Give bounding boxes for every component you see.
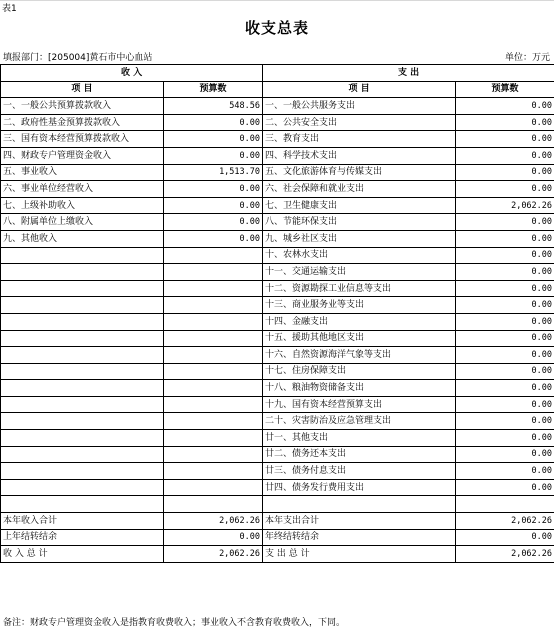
expense-value-cell: 0.00 (456, 297, 554, 314)
expense-item-cell: 二十、灾害防治及应急管理支出 (263, 413, 456, 430)
expense-value-cell: 2,062.26 (456, 546, 554, 563)
income-header: 收 入 (1, 65, 263, 82)
income-value-cell (164, 330, 263, 347)
expense-value-cell: 0.00 (456, 147, 554, 164)
page-title: 收支总表 (244, 19, 309, 37)
income-item-cell: 一、一般公共预算拨款收入 (1, 98, 164, 115)
income-value-cell (164, 430, 263, 447)
expense-item-cell: 廿四、债务发行费用支出 (263, 479, 456, 496)
section-header-row (1, 65, 554, 82)
expense-value-cell: 0.00 (456, 430, 554, 447)
income-value-cell (164, 363, 263, 380)
expense-value-cell: 0.00 (456, 313, 554, 330)
expense-item-cell: 十七、住房保障支出 (263, 363, 456, 380)
income-item-cell: 收 入 总 计 (1, 546, 164, 563)
expense-item-cell: 廿二、债务还本支出 (263, 446, 456, 463)
department-label: 填报部门：[205004]黄石市中心血站 (3, 53, 153, 63)
table-row (1, 396, 554, 413)
income-item-cell (1, 313, 164, 330)
expense-item-cell: 十九、国有资本经营预算支出 (263, 396, 456, 413)
expense-item-cell: 十六、自然资源海洋气象等支出 (263, 347, 456, 364)
expense-value-cell: 2,062.26 (456, 197, 554, 214)
income-item-cell (1, 396, 164, 413)
income-item-cell (1, 479, 164, 496)
table-row (1, 197, 554, 214)
table-row (1, 446, 554, 463)
income-value-cell (164, 264, 263, 281)
expense-value-cell: 0.00 (456, 280, 554, 297)
income-budget-header: 预算数 (164, 81, 263, 98)
expense-item-cell: 年终结转结余 (263, 529, 456, 546)
income-value-cell (164, 446, 263, 463)
income-item-cell (1, 463, 164, 480)
empty-cell (456, 496, 554, 513)
table-row (1, 114, 554, 131)
expense-item-cell: 二、公共安全支出 (263, 114, 456, 131)
table-row (1, 181, 554, 198)
income-value-cell: 2,062.26 (164, 546, 263, 563)
income-item-cell (1, 280, 164, 297)
expense-value-cell: 0.00 (456, 164, 554, 181)
table-row (1, 214, 554, 231)
table-row (1, 247, 554, 264)
expense-item-cell: 十二、资源勘探工业信息等支出 (263, 280, 456, 297)
expense-item-cell: 九、城乡社区支出 (263, 230, 456, 247)
income-item-cell: 九、其他收入 (1, 230, 164, 247)
income-value-cell (164, 247, 263, 264)
table-row (1, 479, 554, 496)
income-value-cell: 2,062.26 (164, 513, 263, 530)
income-value-cell (164, 463, 263, 480)
income-value-cell: 0.00 (164, 114, 263, 131)
summary-table (0, 64, 554, 563)
expense-value-cell: 0.00 (456, 446, 554, 463)
total-row (1, 529, 554, 546)
expense-item-header: 项 目 (263, 81, 456, 98)
expense-value-cell: 0.00 (456, 363, 554, 380)
column-header-row (1, 81, 554, 98)
income-item-cell: 七、上级补助收入 (1, 197, 164, 214)
table-row (1, 131, 554, 148)
income-item-cell: 二、政府性基金预算拨款收入 (1, 114, 164, 131)
income-item-cell (1, 264, 164, 281)
total-row (1, 546, 554, 563)
income-item-cell: 五、事业收入 (1, 164, 164, 181)
income-item-header: 项 目 (1, 81, 164, 98)
income-item-cell (1, 380, 164, 397)
income-value-cell (164, 396, 263, 413)
income-value-cell (164, 413, 263, 430)
table-row (1, 380, 554, 397)
expense-value-cell: 0.00 (456, 463, 554, 480)
expense-value-cell: 0.00 (456, 131, 554, 148)
expense-value-cell: 0.00 (456, 380, 554, 397)
expense-item-cell: 三、教育支出 (263, 131, 456, 148)
income-item-cell (1, 297, 164, 314)
expense-item-cell: 一、一般公共服务支出 (263, 98, 456, 115)
table-row (1, 330, 554, 347)
expense-value-cell: 0.00 (456, 247, 554, 264)
income-value-cell: 0.00 (164, 197, 263, 214)
expense-item-cell: 本年支出合计 (263, 513, 456, 530)
expense-item-cell: 十、农林水支出 (263, 247, 456, 264)
income-value-cell (164, 380, 263, 397)
income-value-cell (164, 280, 263, 297)
expense-value-cell: 2,062.26 (456, 513, 554, 530)
expense-value-cell: 0.00 (456, 330, 554, 347)
expense-item-cell: 十四、金融支出 (263, 313, 456, 330)
income-value-cell: 548.56 (164, 98, 263, 115)
footnote: 备注：财政专户管理资金收入是指教育收费收入；事业收入不含教育收费收入，下同。 (3, 618, 346, 628)
expense-item-cell: 十八、粮油物资储备支出 (263, 380, 456, 397)
total-row (1, 513, 554, 530)
empty-cell (263, 496, 456, 513)
expense-item-cell: 七、卫生健康支出 (263, 197, 456, 214)
income-item-cell (1, 430, 164, 447)
expense-budget-header: 预算数 (456, 81, 554, 98)
table-row (1, 98, 554, 115)
income-value-cell: 0.00 (164, 147, 263, 164)
expense-value-cell: 0.00 (456, 230, 554, 247)
table-row (1, 297, 554, 314)
income-item-cell: 上年结转结余 (1, 529, 164, 546)
income-value-cell (164, 479, 263, 496)
expense-item-cell: 支 出 总 计 (263, 546, 456, 563)
table-row (1, 147, 554, 164)
income-value-cell: 0.00 (164, 230, 263, 247)
income-value-cell (164, 313, 263, 330)
table-row (1, 347, 554, 364)
expense-item-cell: 十三、商业服务业等支出 (263, 297, 456, 314)
expense-value-cell: 0.00 (456, 413, 554, 430)
income-value-cell (164, 297, 263, 314)
table-row (1, 430, 554, 447)
unit-label: 单位：万元 (504, 53, 550, 63)
income-item-cell (1, 347, 164, 364)
expense-value-cell: 0.00 (456, 181, 554, 198)
table-row (1, 230, 554, 247)
income-item-cell: 八、附属单位上缴收入 (1, 214, 164, 231)
expense-item-cell: 廿一、其他支出 (263, 430, 456, 447)
empty-cell (1, 496, 164, 513)
expense-value-cell: 0.00 (456, 529, 554, 546)
expense-item-cell: 八、节能环保支出 (263, 214, 456, 231)
income-value-cell: 0.00 (164, 181, 263, 198)
income-item-cell (1, 330, 164, 347)
income-item-cell (1, 446, 164, 463)
income-item-cell: 四、财政专户管理资金收入 (1, 147, 164, 164)
spacer-row (1, 496, 554, 513)
income-item-cell: 本年收入合计 (1, 513, 164, 530)
expense-value-cell: 0.00 (456, 396, 554, 413)
table-row (1, 313, 554, 330)
income-item-cell: 六、事业单位经营收入 (1, 181, 164, 198)
expense-value-cell: 0.00 (456, 264, 554, 281)
expense-value-cell: 0.00 (456, 347, 554, 364)
income-item-cell (1, 413, 164, 430)
expense-item-cell: 五、文化旅游体育与传媒支出 (263, 164, 456, 181)
expense-item-cell: 四、科学技术支出 (263, 147, 456, 164)
table-row (1, 280, 554, 297)
expense-item-cell: 十五、援助其他地区支出 (263, 330, 456, 347)
income-item-cell: 三、国有资本经营预算拨款收入 (1, 131, 164, 148)
table-row (1, 463, 554, 480)
income-item-cell (1, 363, 164, 380)
expense-value-cell: 0.00 (456, 114, 554, 131)
sheet-top-border (0, 0, 554, 1)
expense-item-cell: 廿三、债务付息支出 (263, 463, 456, 480)
expense-value-cell: 0.00 (456, 479, 554, 496)
expense-value-cell: 0.00 (456, 214, 554, 231)
income-value-cell (164, 347, 263, 364)
income-value-cell: 0.00 (164, 214, 263, 231)
income-value-cell: 0.00 (164, 529, 263, 546)
table-row (1, 413, 554, 430)
expense-value-cell: 0.00 (456, 98, 554, 115)
expense-item-cell: 六、社会保障和就业支出 (263, 181, 456, 198)
table-row (1, 264, 554, 281)
income-value-cell: 1,513.70 (164, 164, 263, 181)
income-item-cell (1, 247, 164, 264)
expense-header: 支 出 (263, 65, 554, 82)
expense-item-cell: 十一、交通运输支出 (263, 264, 456, 281)
empty-cell (164, 496, 263, 513)
table-row (1, 164, 554, 181)
table-row (1, 363, 554, 380)
income-value-cell: 0.00 (164, 131, 263, 148)
sheet-tag: 表1 (2, 4, 17, 14)
